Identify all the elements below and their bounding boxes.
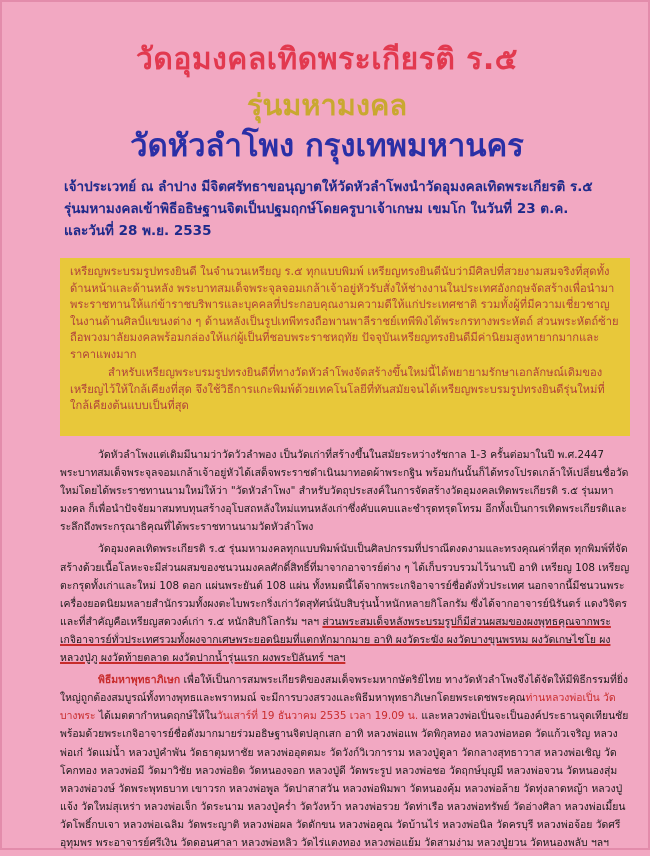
title-edition: รุ่นมหามงคล [246,88,408,122]
title-location: วัดหัวลำโพง กรุงเทพมหานคร [130,128,524,164]
materials-text: วัดอุมงคลเทิดพระเกียรติ ร.๕ รุ่นมหามงคลทุกแบบพิมพ์นับเป็นศิลปกรรมที่ปราณีตงดงามและทรงคุณค่าที่สุด ทุกพิมพ์ที่จัดสร้างด้วยเนื้อโลหะจะมีส่วนผสมของชนวนมงคลศักดิ์สิทธิ์ที่มาจากอาจารย์ต่าง ๆ ได้เก็บรวบรวมไว้นานปี อาทิ เหรียญ 108 เหรียญ ตะกรุดทั้งเก่าและใหม่ 108 ดอก แผ่นพระยันต์ 108 แผ่น ทั้งหมดนี้ได้จากพระเกจิอาจารย์ชื่อดังทั่วประเทศ นอกจากนี้มีชนวนพระเครื่องยอดนิยมหลายสำนักรวมทั้งผงตะไบพระกริ่งเก่าวัดสุทัศน์นับสิบรุ่นน้ำหนักหลายกิโลกรัม ซึ่งได้จากอาจารย์นิรันดร์ แดงวิจิตร และที่สำคัญคือเหรียญสดวงค์เก่า ร.๕ หนักสิบกิโลกรัม ฯลฯ [60,543,630,628]
coin-description-box [60,258,630,436]
intro-line: และวันที่ 28 พ.ย. 2535 [64,223,212,239]
intro-line: เจ้าประเวทย์ ณ ลำปาง มีจิตศรัทธาขอนุญาตให้วัดหัวลำโพงนำวัดอุมงคลเทิดพระเกียรติ ร.๕ [64,179,593,195]
intro-line: รุ่นมหามงคลเข้าพิธีอธิษฐานจิตเป็นปฐมฤกษ์โดยครูบาเจ้าเกษม เขมโก ในวันที่ 23 ต.ค. [64,201,569,217]
ceremony-date: วันเสาร์ที่ 19 ธันวาคม 2535 เวลา 19.09 น. [216,710,419,723]
ceremony-text: ได้เมตตากำหนดฤกษ์ให้ใน [95,710,217,723]
coin-description-paragraph: สำหรับเหรียญพระบรมรูปทรงยินดีที่ทางวัดหัวลำโพงจัดสร้างขึ้นใหม่นี้ได้พยายามรักษาเอกลักษณ์เดิมของเหรียญไว้ให้ใกล้เคียงที่สุด จึงใช้วิธีการแกะพิมพ์ด้วยเทคโนโลยีที่ทันสมัยจนได้เหรียญพระบรมรูปทรงยินดีรุ่นใหม่ที่ใกล้เคียงต้นแบบเป็นที่สุด [70,366,605,412]
history-paragraph: วัดหัวลำโพงแต่เดิมมีนามว่าวัดวัวลำพอง เป็นวัดเก่าที่สร้างขึ้นในสมัยระหว่างรัชกาล 1-3 ครั้นต่อมาในปี พ.ศ.2447 พระบาทสมเด็จพระจุลจอมเกล้าเจ้าอยู่หัวได้เสด็จพระราชดำเนินมาทอดผ้าพระกฐิน พร้อมกันนั้นก็ได้ทรงโปรดเกล้าให้เปลี่ยนชื่อวัดใหม่โดยได้พระราชทานนามใหม่ให้ว่า "วัดหัวลำโพง" สำหรับวัตถุประสงค์ในการจัดสร้างวัดอุมงคลเทิดพระเกียรติ ร.๕ รุ่นมหามงคล ก็เพื่อนำปัจจัยมาสมทบทุนสร้างอุโบสถหลังใหม่แทนหลังเก่าซึ่งคับแคบและชำรุดทรุดโทรม อีกทั้งเป็นการเทิดพระเกียรติและระลึกถึงพระกรุณาธิคุณที่ได้พระราชทานนามวัดหัวลำโพง [60,449,629,534]
ceremony-text: เพื่อให้เป็นการสมพระเกียรติของสมเด็จพระมหากษัตริย์ไทย ทางวัดหัวลำโพงจึงได้จัดให้มีพิธีกรรมที่ยิ่งใหญ่ถูกต้องสมบูรณ์ทั้งทางพุทธและพราหมณ์ จะมีการบวงสรวงและพิธีมหาพุทธาภิเษกโดยพระเดชพระคุณ [60,674,628,705]
intro-paragraph [64,176,624,242]
materials-paragraph [60,540,630,667]
coin-description-paragraph: เหรียญพระบรมรูปทรงยินดี ในจำนวนเหรียญ ร.๕ ทุกแบบพิมพ์ เหรียญทรงยินดีนับว่ามีศิลปที่สวยงามสมจริงที่สุดทั้งด้านหน้าและด้านหลัง พระบาทสมเด็จพระจุลจอมเกล้าเจ้าอยู่หัวรับสั่งให้ช่างงานในประเทศอังกฤษจัดสร้างเพื่อนำมาพระราชทานให้แก่ข้าราชบริพารและบุคคลที่ประกอบคุณงามความดีให้แก่ประเทศชาติ รวมทั้งผู้ที่มีความเชี่ยวชาญในงานด้านศิลป์แขนงต่าง ๆ ด้านหลังเป็นรูปเทพีทรงถือพานพาลีราชย์เทพีพิงได้พระกรทางพระหัตถ์ ส่วนพระหัตถ์ซ้ายถือพวงมาลัยมงคลพร้อมกล่องให้แก่ผู้เป็นที่ชอบพระราชหฤทัย ปัจจุบันเหรียญทรงยินดีมีค่านิยมสูงหายากมากและราคาแพงมาก [70,265,619,361]
title-temple-name: วัดอุมงคลเทิดพระเกียรติ ร.๕ [136,42,518,77]
body-text [60,446,630,856]
ceremony-paragraph [60,671,630,852]
monk-list-text: และหลวงพ่อเปิ่นจะเป็นองค์ประธานจุดเทียนชัย พร้อมด้วยพระเกจิอาจารย์ชื่อดังมากมายร่วมอธิษฐานจิตปลุกเสก อาทิ หลวงพ่อแพ วัดพิกุลทอง หลวงพ่อหอด วัดแก้วเจริญ หลวงพ่อเก๋ วัดแม่น้ำ หลวงปู่คำพัน วัดธาตุมหาชัย หลวงพ่ออุตตมะ วัดวังก์วิเวการาม หลวงปู่ดูลา วัดกลางสุทธาวาส หลวงพ่อเชิญ วัดโคกทอง หลวงพ่อมี วัดมาวิชัย หลวงพ่อยิด วัดหนองจอก หลวงปู่ดี วัดพระรูป หลวงพ่อชอ วัดฤกษ์บุญมี หลวงพ่อจวน วัดหนองสุ่ม หลวงพ่อวงษ์ วัดพระพุทธบาท เขาวรก หลวงพ่อพูล วัดปาสาสวัน หลวงพ่อพิมพา วัดหนองคุ้ม หลวงพ่อล้าย วัดทุ่งลาดหญ้า หลวงปู่แจ้ง วัดใหม่สุเหร่า หลวงพ่อเจ็ก วัดระนาม หลวงปู่คร่ำ วัดวังหว้า หลวงพ่อรวย วัดท่าเรือ หลวงพ่อทรัพย์ วัดอ่างศิลา หลวงพ่อเมี้ยน วัดโพธิ์กบเจา หลวงพ่อเฉลิม วัดพระญาติ หลวงพ่อผล วัดดักขน หลวงพ่อคูณ วัดบ้านไร่ หลวงพ่อนิล วัดครบุรี หลวงพ่อจ้อย วัดศรีอุทุมพร พระอาจารย์ศรีเงิน วัดดอนศาลา หลวงพ่อหลิว วัดไร่แตงทอง หลวงพ่อแย้ม วัดสามง่าม หลวงปู่ยวน วัดหนองพลับ ฯลฯ [60,710,629,849]
presiding-monk: ท่านหลวงพ่อเปิ่น วัดบางพระ [60,692,616,723]
ceremony-title: พิธีมหาพุทธาภิเษก [98,674,181,687]
powder-ingredients-text: ส่วนพระสมเด็จหลังพระบรมรูปก็มีส่วนผสมของผงพุทธคุณจากพระเกจิอาจารย์ทั่วประเทศรวมทั้งผงจากเศษพระยอดนิยมที่แตกหักมากมาย อาทิ ผงวัดระฆัง ผงวัดบางขุนพรหม ผงวัดเกษไชโย ผงหลวงปู่ภู ผงวัดท้ายตลาด ผงวัดปากน้ำรุ่นแรก ผงพระปิลันทร์ ฯลฯ [60,615,611,665]
